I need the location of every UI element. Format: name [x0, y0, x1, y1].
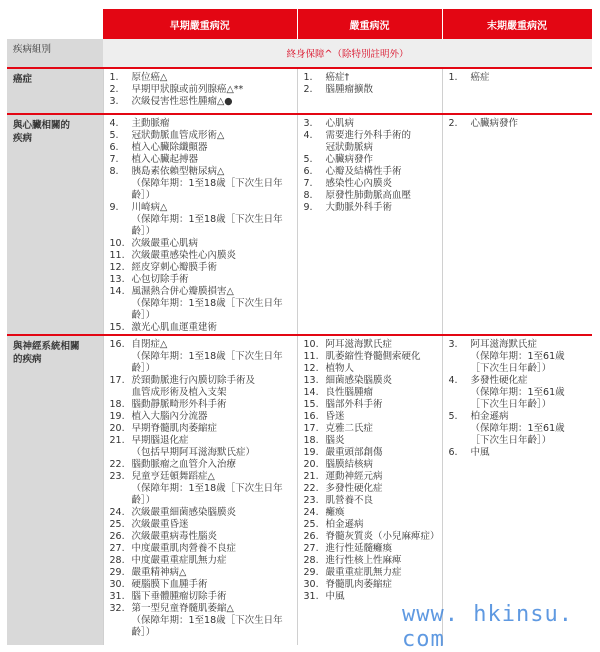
item-text: 感染性心內膜炎: [325, 178, 393, 189]
item-number: 21.: [109, 435, 125, 446]
list-item: [110, 118, 291, 130]
item-text: 需要進行外科手術的 冠狀動脈病: [325, 130, 412, 153]
item-number: 20.: [303, 459, 319, 470]
list-item: [304, 579, 436, 591]
item-text: 嚴重重症肌無力症: [325, 567, 402, 578]
list-item: [110, 579, 291, 591]
item-text: 脊髓灰質炎（小兒麻痺症）: [325, 531, 440, 542]
item-text: 柏金遜病 （保障年期：1至61歲 ［下次生日年齡］）: [470, 411, 565, 446]
list-item: [304, 459, 436, 471]
major-cell: [297, 335, 442, 645]
list-item: [110, 555, 291, 567]
item-text: 腦動脈瘤之血管介入治療: [131, 459, 237, 470]
terminal-list: [449, 72, 587, 84]
list-item: [110, 603, 291, 639]
list-item: [304, 483, 436, 495]
early-cell: [103, 335, 297, 645]
item-number: 29.: [109, 567, 125, 578]
list-item: [449, 118, 587, 130]
list-item: [110, 507, 291, 519]
item-number: 5.: [448, 411, 458, 422]
item-text: 昏迷: [325, 411, 345, 422]
list-item: [304, 178, 436, 190]
item-text: 早期脊髓肌肉萎縮症: [131, 423, 218, 434]
terminal-cell: [442, 68, 592, 114]
item-text: 細菌感染腦膜炎: [325, 375, 393, 386]
list-item: [110, 96, 291, 108]
item-text: 風濕熱合併心瓣膜損害△ （保障年期：1至18歲［下次生日年齡］）: [131, 286, 283, 321]
item-number: 17.: [303, 423, 319, 434]
item-number: 31.: [109, 591, 125, 602]
list-item: [110, 142, 291, 154]
item-number: 22.: [303, 483, 319, 494]
list-item: [304, 375, 436, 387]
item-text: 腦部外科手術: [325, 399, 383, 410]
item-text: 腦下垂體腫瘤切除手術: [131, 591, 227, 602]
list-item: [110, 238, 291, 250]
group-name: 癌症: [7, 68, 103, 114]
group-row-cancer: [7, 68, 592, 114]
list-item: [449, 447, 587, 459]
item-text: 脊髓肌肉萎縮症: [325, 579, 393, 590]
list-item: [304, 423, 436, 435]
major-cell: [297, 114, 442, 335]
list-item: [304, 435, 436, 447]
item-number: 13.: [303, 375, 319, 386]
item-text: 冠狀動脈血管成形術△: [131, 130, 225, 141]
list-item: [304, 339, 436, 351]
item-text: 大動脈外科手術: [325, 202, 393, 213]
item-text: 中風: [470, 447, 490, 458]
illness-coverage-table: [7, 9, 593, 645]
list-item: [110, 399, 291, 411]
item-text: 次級嚴重昏迷: [131, 519, 189, 530]
item-number: 3.: [448, 339, 458, 350]
item-number: 12.: [303, 363, 319, 374]
item-text: 中風: [325, 591, 345, 602]
item-text: 中度嚴重肌肉營養不良症: [131, 543, 237, 554]
header-major: 嚴重病況: [297, 9, 442, 39]
item-number: 7.: [109, 154, 119, 165]
early-list: [110, 72, 291, 108]
item-text: 早期腦退化症 （包括早期阿耳滋海默氏症）: [131, 435, 256, 458]
item-number: 19.: [109, 411, 125, 422]
item-number: 30.: [303, 579, 319, 590]
list-item: [304, 351, 436, 363]
list-item: [110, 567, 291, 579]
item-number: 25.: [109, 519, 125, 530]
item-number: 6.: [303, 166, 313, 177]
item-number: 15.: [303, 399, 319, 410]
list-item: [449, 72, 587, 84]
list-item: [110, 411, 291, 423]
item-number: 21.: [303, 471, 319, 482]
group-row-heart: [7, 114, 592, 335]
item-text: 多發性硬化症: [325, 483, 383, 494]
early-cell: [103, 114, 297, 335]
item-number: 2.: [303, 84, 313, 95]
list-item: [449, 339, 587, 375]
critical-illness-table-page: [7, 9, 592, 645]
item-number: 11.: [303, 351, 319, 362]
list-item: [110, 459, 291, 471]
list-item: [304, 495, 436, 507]
item-number: 29.: [303, 567, 319, 578]
list-item: [110, 591, 291, 603]
list-item: [110, 202, 291, 238]
item-text: 腦炎: [325, 435, 345, 446]
item-text: 硬腦膜下血腫手術: [131, 579, 208, 590]
item-text: 嚴重精神病△: [131, 567, 187, 578]
header-blank: [7, 9, 103, 39]
lifetime-coverage-note: 終身保障^（除特別註明外）: [103, 39, 592, 68]
item-number: 20.: [109, 423, 125, 434]
list-item: [304, 471, 436, 483]
list-item: [304, 154, 436, 166]
item-number: 8.: [109, 166, 119, 177]
item-text: 肌萎縮性脊髓側索硬化: [325, 351, 421, 362]
item-text: 肌營養不良: [325, 495, 374, 506]
item-text: 多發性硬化症 （保障年期：1至61歲 ［下次生日年齡］）: [470, 375, 565, 410]
item-text: 腦動靜脈畸形外科手術: [131, 399, 227, 410]
list-item: [304, 363, 436, 375]
item-text: 進行性延髓癱瘓: [325, 543, 393, 554]
site-watermark: www. hkinsu. com: [402, 602, 573, 652]
disease-group-label: 疾病組別: [7, 39, 103, 68]
early-list: [110, 339, 291, 639]
list-item: [304, 166, 436, 178]
item-number: 7.: [303, 178, 313, 189]
item-text: 早期甲狀腺或前列腺癌△**: [131, 84, 244, 95]
item-text: 自閉症△ （保障年期：1至18歲［下次生日年齡］）: [131, 339, 283, 374]
list-item: [304, 118, 436, 130]
item-text: 兒童亨廷頓舞蹈症△ （保障年期：1至18歲［下次生日年齡］）: [131, 471, 283, 506]
item-number: 4.: [448, 375, 458, 386]
item-text: 良性腦腫瘤: [325, 387, 374, 398]
item-number: 1.: [303, 72, 313, 83]
list-item: [304, 411, 436, 423]
header-row: [7, 9, 592, 39]
list-item: [304, 387, 436, 399]
item-number: 24.: [109, 507, 125, 518]
list-item: [304, 190, 436, 202]
item-number: 27.: [109, 543, 125, 554]
item-text: 激光心肌血運重建術: [131, 322, 218, 333]
list-item: [110, 250, 291, 262]
list-item: [110, 471, 291, 507]
list-item: [304, 130, 436, 154]
list-item: [110, 543, 291, 555]
group-row-nervous: [7, 335, 592, 645]
list-item: [110, 519, 291, 531]
item-number: 32.: [109, 603, 125, 614]
item-number: 2.: [448, 118, 458, 129]
item-number: 27.: [303, 543, 319, 554]
list-item: [110, 531, 291, 543]
item-number: 24.: [303, 507, 319, 518]
item-number: 16.: [109, 339, 125, 350]
item-number: 5.: [109, 130, 119, 141]
item-text: 第一型兒童脊髓肌萎縮△ （保障年期：1至18歲［下次生日年齡］）: [131, 603, 283, 638]
terminal-list: [449, 339, 587, 459]
item-number: 26.: [303, 531, 319, 542]
list-item: [304, 507, 436, 519]
item-number: 3.: [109, 96, 119, 107]
list-item: [110, 72, 291, 84]
item-text: 進行性核上性麻痺: [325, 555, 402, 566]
item-text: 腦腫瘤擴散: [325, 84, 374, 95]
list-item: [110, 286, 291, 322]
item-text: 心肌病: [325, 118, 355, 129]
list-item: [110, 322, 291, 334]
item-text: 腦膜結核病: [325, 459, 374, 470]
item-text: 次級侵害性惡性腫瘤△●: [131, 96, 233, 107]
item-number: 28.: [109, 555, 125, 566]
item-text: 於頸動脈進行內膜切除手術及 血管成形術及植入支架: [131, 375, 256, 398]
item-text: 次級嚴重細菌感染腦膜炎: [131, 507, 237, 518]
terminal-cell: [442, 335, 592, 645]
list-item: [110, 262, 291, 274]
item-text: 運動神經元病: [325, 471, 383, 482]
item-number: 19.: [303, 447, 319, 458]
item-number: 15.: [109, 322, 125, 333]
item-text: 柏金遜病: [325, 519, 364, 530]
major-list: [304, 72, 436, 96]
item-text: 次級嚴重心肌病: [131, 238, 199, 249]
item-number: 23.: [303, 495, 319, 506]
item-number: 30.: [109, 579, 125, 590]
list-item: [304, 447, 436, 459]
item-text: 次級嚴重感染性心內膜炎: [131, 250, 237, 261]
item-text: 植物人: [325, 363, 355, 374]
list-item: [110, 423, 291, 435]
item-number: 10.: [109, 238, 125, 249]
list-item: [303, 531, 440, 543]
list-item: [304, 543, 436, 555]
item-number: 10.: [303, 339, 319, 350]
item-number: 18.: [303, 435, 319, 446]
item-text: 原位癌△: [131, 72, 168, 83]
item-text: 心包切除手術: [131, 274, 189, 285]
item-text: 植入大腦內分流器: [131, 411, 208, 422]
item-number: 2.: [109, 84, 119, 95]
item-number: 25.: [303, 519, 319, 530]
item-text: 阿耳滋海默氏症 （保障年期：1至61歲 ［下次生日年齡］）: [470, 339, 565, 374]
item-number: 14.: [303, 387, 319, 398]
header-early: 早期嚴重病況: [103, 9, 297, 39]
item-number: 4.: [109, 118, 119, 129]
early-list: [110, 118, 291, 334]
item-text: 癌症: [470, 72, 490, 83]
item-number: 14.: [109, 286, 125, 297]
item-text: 植入心臟除纖顫器: [131, 142, 208, 153]
list-item: [304, 555, 436, 567]
item-text: 原發性肺動脈高血壓: [325, 190, 412, 201]
list-item: [304, 84, 436, 96]
list-item: [110, 435, 291, 459]
item-number: 9.: [303, 202, 313, 213]
list-item: [304, 202, 436, 214]
group-name: 與神經系統相關 的疾病: [7, 335, 103, 645]
item-number: 6.: [448, 447, 458, 458]
item-number: 9.: [109, 202, 119, 213]
item-number: 1.: [448, 72, 458, 83]
item-text: 主動脈瘤: [131, 118, 170, 129]
item-number: 31.: [303, 591, 319, 602]
header-terminal: 末期嚴重病況: [442, 9, 592, 39]
list-item: [449, 375, 587, 411]
item-number: 16.: [303, 411, 319, 422]
item-text: 植入心臟起搏器: [131, 154, 199, 165]
item-text: 癱瘓: [325, 507, 345, 518]
major-list: [303, 339, 440, 603]
item-number: 6.: [109, 142, 119, 153]
major-cell: [297, 68, 442, 114]
item-text: 胰島素依賴型糖尿病△ （保障年期：1至18歲［下次生日年齡］）: [131, 166, 283, 201]
list-item: [449, 411, 587, 447]
terminal-list: [449, 118, 587, 130]
list-item: [110, 375, 291, 399]
item-text: 次級嚴重病毒性腦炎: [131, 531, 218, 542]
item-number: 17.: [109, 375, 125, 386]
list-item: [110, 84, 291, 96]
item-number: 4.: [303, 130, 313, 141]
list-item: [304, 567, 436, 579]
item-number: 26.: [109, 531, 125, 542]
group-name: 與心臟相關的 疾病: [7, 114, 103, 335]
item-text: 經皮穿刺心瓣膜手術: [131, 262, 218, 273]
item-text: 心瓣及結構性手術: [325, 166, 402, 177]
item-number: 8.: [303, 190, 313, 201]
list-item: [304, 399, 436, 411]
item-number: 18.: [109, 399, 125, 410]
item-text: 心臟病發作: [325, 154, 374, 165]
list-item: [304, 72, 436, 84]
subheader-row: [7, 39, 592, 68]
terminal-cell: [442, 114, 592, 335]
list-item: [110, 274, 291, 286]
list-item: [110, 339, 291, 375]
item-number: 5.: [303, 154, 313, 165]
item-text: 阿耳滋海默氏症: [325, 339, 393, 350]
item-number: 11.: [109, 250, 125, 261]
list-item: [304, 519, 436, 531]
item-text: 中度嚴重重症肌無力症: [131, 555, 227, 566]
item-number: 12.: [109, 262, 125, 273]
list-item: [110, 166, 291, 202]
item-number: 28.: [303, 555, 319, 566]
list-item: [110, 130, 291, 142]
item-text: 克雅二氏症: [325, 423, 374, 434]
list-item: [110, 154, 291, 166]
item-number: 3.: [303, 118, 313, 129]
item-text: 癌症†: [325, 72, 350, 83]
item-text: 嚴重頭部創傷: [325, 447, 383, 458]
item-text: 心臟病發作: [470, 118, 519, 129]
early-cell: [103, 68, 297, 114]
item-text: 川崎病△ （保障年期：1至18歲［下次生日年齡］）: [131, 202, 283, 237]
item-number: 1.: [109, 72, 119, 83]
item-number: 22.: [109, 459, 125, 470]
item-number: 23.: [109, 471, 125, 482]
major-list: [304, 118, 436, 214]
item-number: 13.: [109, 274, 125, 285]
